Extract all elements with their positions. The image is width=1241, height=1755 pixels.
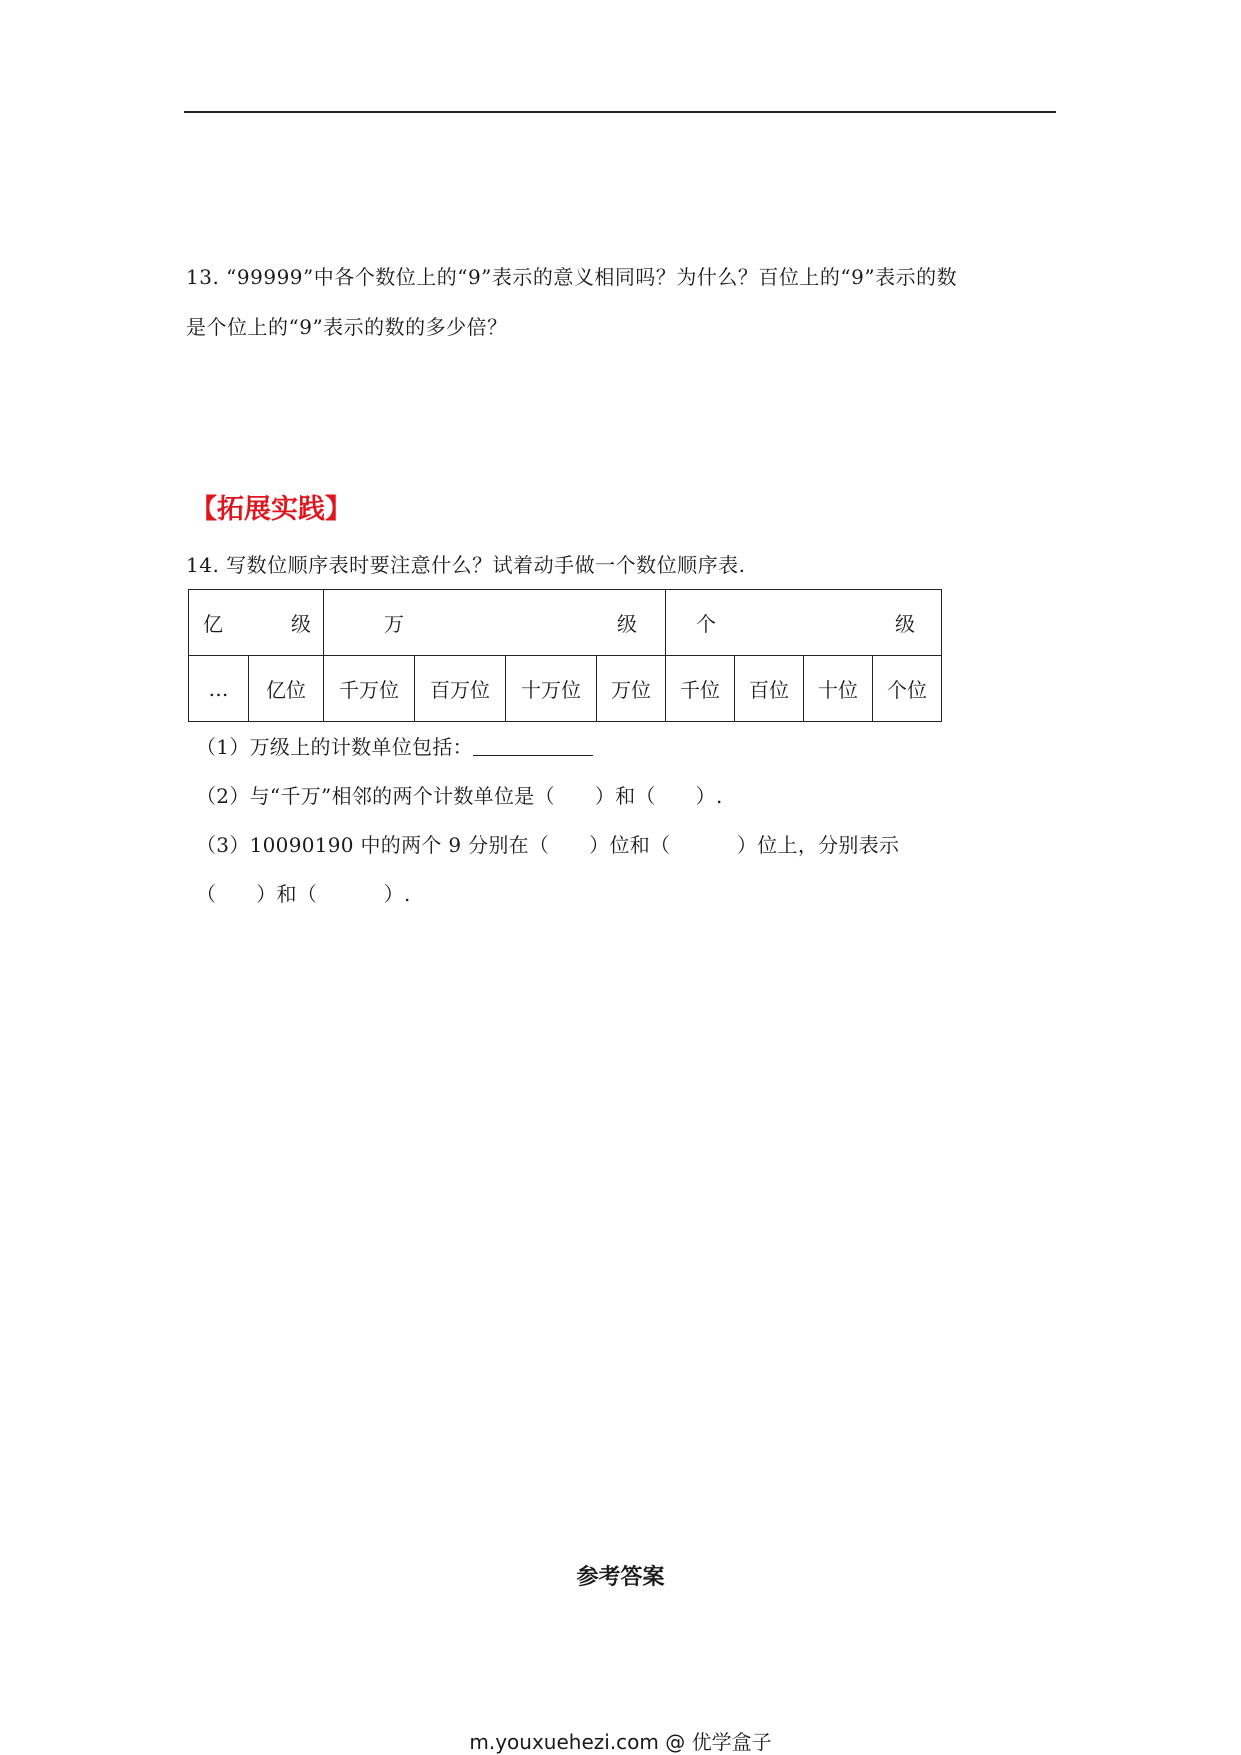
place-cell: 十位 [804, 656, 873, 722]
question-13-line-1: 13. “99999”中各个数位上的“9”表示的意义相同吗？为什么？百位上的“9”表示的数 [186, 265, 958, 289]
footer-watermark: m.youxuehezi.com @ 优学盒子 [469, 1730, 772, 1754]
place-cell: 亿位 [249, 656, 324, 722]
level-row [189, 590, 942, 656]
question-14-subquestions [196, 727, 899, 923]
header-rule [184, 111, 1056, 113]
place-cell: 个位 [873, 656, 942, 722]
place-cell: 十万位 [506, 656, 597, 722]
place-cell: 百万位 [415, 656, 506, 722]
place-cell: 百位 [735, 656, 804, 722]
level-ge: 个 级 [666, 590, 942, 656]
subquestion-1: （1）万级上的计数单位包括： [196, 727, 899, 776]
answer-heading: 参考答案 [576, 1565, 665, 1590]
question-13 [186, 252, 1066, 352]
question-13-line-2: 是个位上的“9”表示的数的多少倍？ [186, 315, 508, 339]
subquestion-2: （2）与“千万”相邻的两个计数单位是（ ）和（ ）. [196, 784, 723, 808]
place-cell: 千位 [666, 656, 735, 722]
level-yi: 亿 级 [189, 590, 324, 656]
subquestion-3: （3）10090190 中的两个 9 分别在（ ）位和（ ）位上，分别表示 [196, 833, 900, 857]
question-14-prompt: 14. 写数位顺序表时要注意什么？试着动手做一个数位顺序表. [186, 553, 746, 577]
answer-blank[interactable] [473, 735, 593, 756]
section-title: 【拓展实践】 [190, 494, 352, 525]
place-row [189, 656, 942, 722]
level-wan: 万 级 [324, 590, 666, 656]
place-cell: 千万位 [324, 656, 415, 722]
place-cell: 万位 [597, 656, 666, 722]
subquestion-3-cont: （ ）和（ ）. [196, 882, 411, 906]
place-value-table [188, 589, 942, 722]
place-cell: … [189, 656, 249, 722]
